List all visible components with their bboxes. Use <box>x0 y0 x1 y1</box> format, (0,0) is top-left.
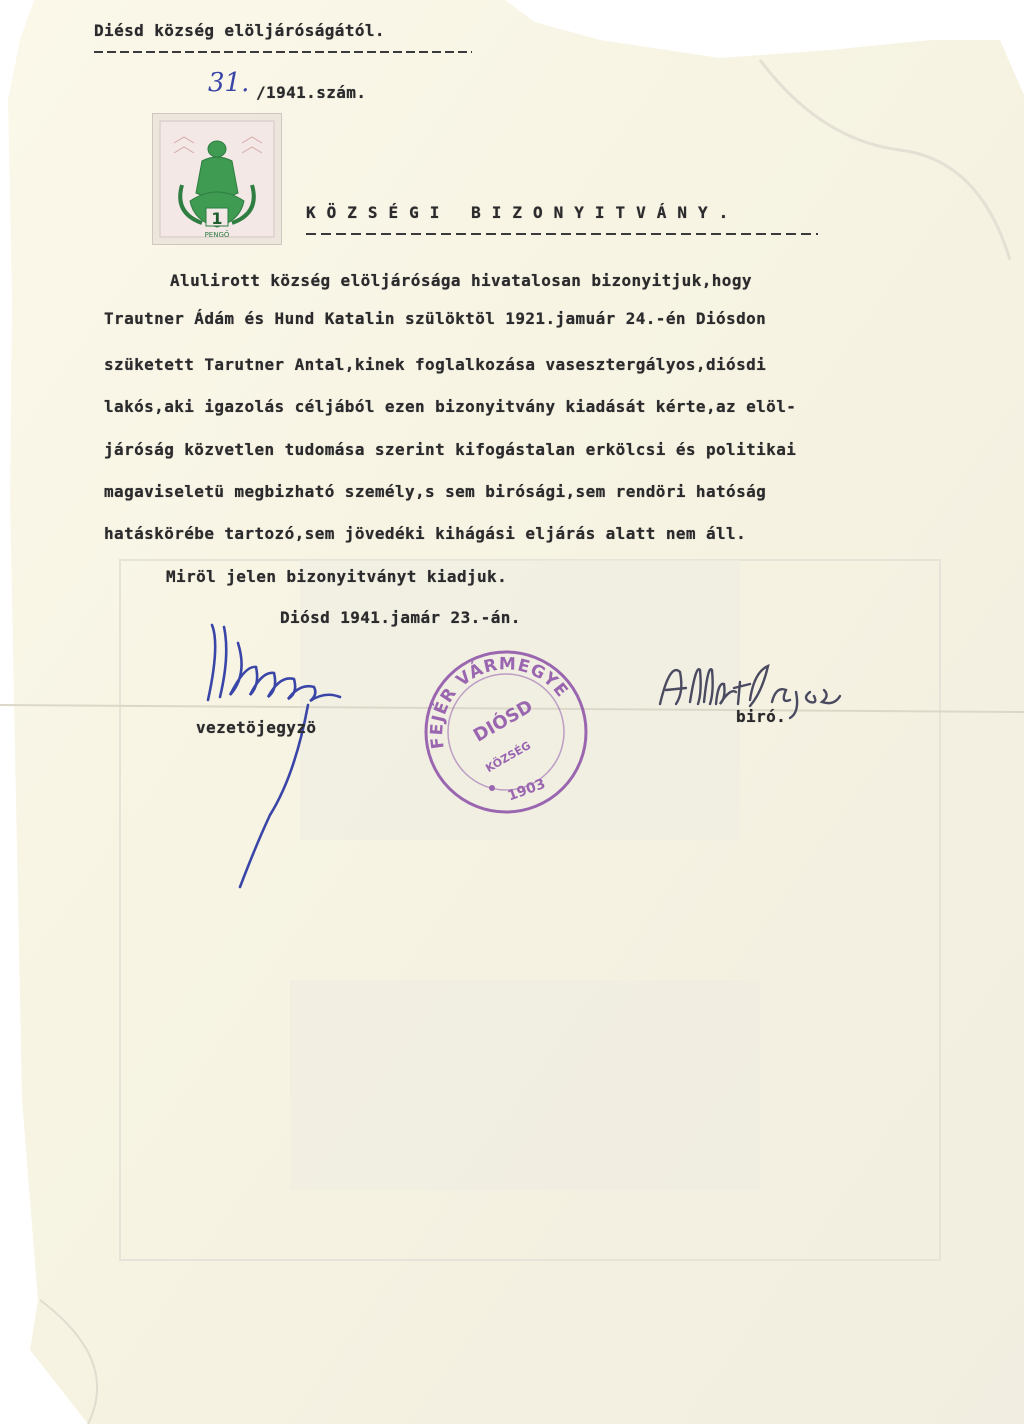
body-line-5: járóság közvetlen tudomása szerint kifogástalan erkölcsi és politikai <box>104 440 797 459</box>
signatory-left-label: vezetöjegyzö <box>196 718 317 737</box>
stamp-value: 1 <box>211 209 223 228</box>
stamp-currency: PENGŐ <box>204 231 230 239</box>
village-seal <box>420 644 592 820</box>
revenue-stamp <box>152 113 282 245</box>
title-underline <box>306 230 826 238</box>
document-title: KÖZSÉGI BIZONYITVÁNY. <box>306 203 740 222</box>
body-line-3: szüketett Tarutner Antal,kinek foglalkozása vasesztergályos,diósdi <box>104 355 767 374</box>
registration-number: /1941.szám. <box>256 83 367 102</box>
body-line-6: magaviseletü megbizható személy,s sem birósági,sem rendöri hatóság <box>104 482 767 501</box>
issuer-line: Diésd község elöljáróságától. <box>94 21 385 40</box>
seal-town: DIÓSD <box>469 695 537 747</box>
notary-signature <box>190 605 360 895</box>
closing-line: Miröl jelen bizonyitványt kiadjuk. <box>166 567 508 586</box>
seal-ring-text: FEJÉR VÁRMEGYE <box>427 654 573 751</box>
seal-year: 1903 <box>505 776 548 805</box>
date-line: Diósd 1941.jamár 23.-án. <box>280 608 521 627</box>
body-line-4: lakós,aki igazolás céljából ezen bizonyitvány kiadását kérte,az elöl- <box>104 397 797 416</box>
body-line-2: Trautner Ádám és Hund Katalin szülöktöl 1921.jamuár 24.-én Diósdon <box>104 309 767 328</box>
body-line-1: Alulirott község elöljárósága hivatalosan bizonyitjuk,hogy <box>170 271 752 290</box>
show-through-block <box>290 980 760 1190</box>
seal-type: KÖZSÉG <box>483 738 534 776</box>
issuer-underline <box>94 48 484 56</box>
signatory-right-label: biró. <box>736 707 787 726</box>
handwritten-number: 31. <box>208 68 250 98</box>
body-line-7: hatáskörébe tartozó,sem jövedéki kihágási eljárás alatt nem áll. <box>104 524 747 543</box>
